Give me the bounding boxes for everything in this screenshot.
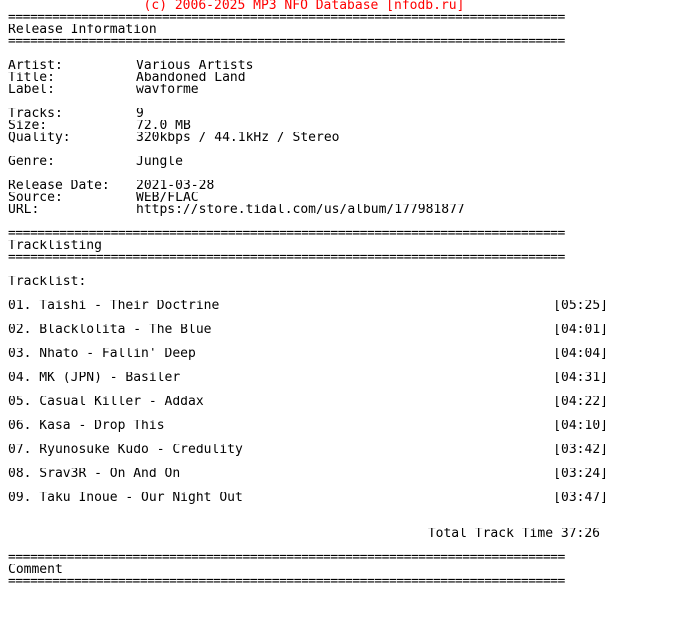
track-title: 08. Srav3R - On And On (8, 468, 181, 480)
blank-line (8, 264, 680, 276)
track-title: 01. Taishi - Their Doctrine (8, 300, 220, 312)
field-value: Abandoned Land (136, 72, 246, 84)
field-url (8, 204, 680, 216)
track-title: 07. Ryunosuke Kudo - Credulity (8, 444, 243, 456)
track-title: 03. Nhato - Fallin' Deep (8, 348, 196, 360)
blank-line (8, 312, 680, 324)
blank-line (8, 504, 680, 516)
section-title-release-info: Release Information (8, 24, 157, 36)
separator: ============================================================================ (8, 12, 565, 24)
field-label: Quality: (8, 132, 71, 144)
separator: ============================================================================ (8, 36, 565, 48)
field-label: Release Date: (8, 180, 110, 192)
separator: ============================================================================ (8, 576, 565, 588)
blank-line (8, 144, 680, 156)
track-row (8, 324, 608, 336)
separator: ============================================================================ (8, 552, 565, 564)
track-row (8, 300, 608, 312)
blank-line (8, 168, 680, 180)
field-genre (8, 156, 680, 168)
field-label: Genre: (8, 156, 55, 168)
field-label: URL: (8, 204, 40, 216)
field-label: Label: (8, 84, 55, 96)
field-value: 9 (136, 108, 144, 120)
track-duration: [04:10] (553, 420, 608, 432)
track-row (8, 444, 608, 456)
field-tracks (8, 108, 680, 120)
field-release-date (8, 180, 680, 192)
total-track-time: Total Track Time 37:26 (427, 528, 600, 540)
blank-line (8, 360, 680, 372)
blank-line (8, 336, 680, 348)
field-label: Tracks: (8, 108, 63, 120)
copyright-header: (c) 2006-2025 MP3 NFO Database [nfodb.ru] (143, 0, 465, 12)
field-value: wavforme (136, 84, 199, 96)
blank-line (8, 96, 680, 108)
track-duration: [03:24] (553, 468, 608, 480)
field-value: 2021-03-28 (136, 180, 215, 192)
field-value: 72.0 MB (136, 120, 191, 132)
field-artist (8, 60, 680, 72)
nfo-document (8, 0, 680, 588)
track-row (8, 492, 608, 504)
blank-line (8, 432, 680, 444)
track-duration: [05:25] (553, 300, 608, 312)
track-duration: [03:47] (553, 492, 608, 504)
field-quality (8, 132, 680, 144)
section-title-tracklisting: Tracklisting (8, 240, 102, 252)
field-label: Size: (8, 120, 48, 132)
track-title: 02. Blacklolita - The Blue (8, 324, 212, 336)
track-title: 05. Casual Killer - Addax (8, 396, 204, 408)
blank-line (8, 288, 680, 300)
section-title-comment: Comment (8, 564, 63, 576)
field-value: Jungle (136, 156, 183, 168)
field-label: Title: (8, 72, 55, 84)
blank-line (8, 48, 680, 60)
blank-line (8, 516, 680, 528)
blank-line (8, 456, 680, 468)
blank-line (8, 216, 680, 228)
track-row (8, 372, 608, 384)
field-value: Various Artists (136, 60, 254, 72)
tracklist-heading: Tracklist: (8, 276, 87, 288)
separator: ============================================================================ (8, 228, 565, 240)
field-value: 320kbps / 44.1kHz / Stereo (136, 132, 340, 144)
field-title (8, 72, 680, 84)
track-duration: [04:04] (553, 348, 608, 360)
track-row (8, 396, 608, 408)
blank-line (8, 480, 680, 492)
field-value: WEB/FLAC (136, 192, 199, 204)
track-duration: [04:22] (553, 396, 608, 408)
blank-line (8, 540, 680, 552)
track-duration: [04:01] (553, 324, 608, 336)
field-label: Source: (8, 192, 63, 204)
blank-line (8, 384, 680, 396)
track-title: 04. MK (JPN) - Basiler (8, 372, 181, 384)
track-title: 09. Taku Inoue - Our Night Out (8, 492, 243, 504)
field-size (8, 120, 680, 132)
track-duration: [03:42] (553, 444, 608, 456)
field-label: Artist: (8, 60, 63, 72)
separator: ============================================================================ (8, 252, 565, 264)
blank-line (8, 408, 680, 420)
field-value-url: https://store.tidal.com/us/album/177981877 (136, 204, 465, 216)
track-title: 06. Kasa - Drop This (8, 420, 165, 432)
track-row (8, 348, 608, 360)
track-row (8, 468, 608, 480)
track-row (8, 420, 608, 432)
track-duration: [04:31] (553, 372, 608, 384)
field-label-name (8, 84, 680, 96)
field-source (8, 192, 680, 204)
